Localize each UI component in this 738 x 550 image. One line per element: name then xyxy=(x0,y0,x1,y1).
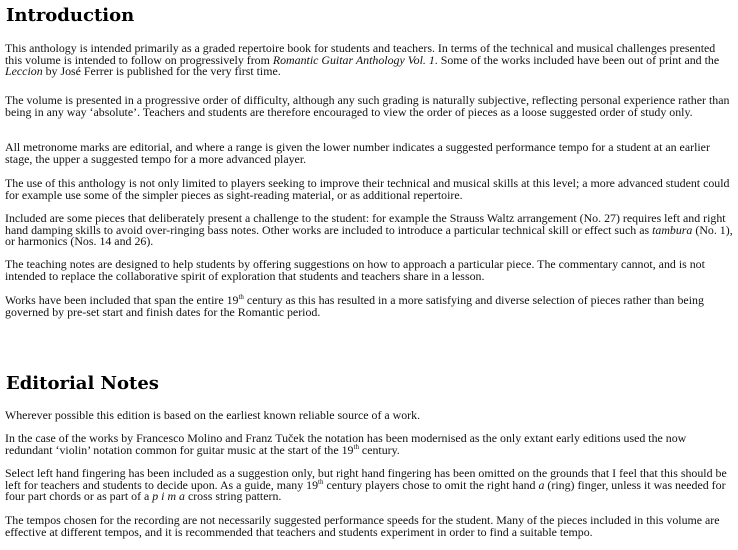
editorial-paragraph-2: In the case of the works by Francesco Molino and Franz Tuček the notation has been modernised as the only extant early editions used the now redundant ‘violin’ notation common for guitar music at the start of the 19th century. xyxy=(5,431,687,457)
editorial-paragraph-1: Wherever possible this edition is based on the earliest known reliable source of a work. xyxy=(5,408,421,422)
introduction-heading: Introduction xyxy=(6,5,135,26)
editorial-paragraph-3: Select left hand fingering has been included as a suggestion only, but right hand fingering has been omitted on the grounds that I feel that this should be left for teachers and students to decide upon. As a guide, many 19th century players chose to omit the right hand a (ring) finger, unless it was needed for four part chords or as part of a p i m a cross string pattern. xyxy=(5,466,727,504)
intro-paragraph-5: Included are some pieces that deliberately present a challenge to the student: for example the Strauss Waltz arrangement (No. 27) requires left and right hand damping skills to avoid over-ringing bass notes. Other works are included to introduce a particular technical skill or effect such as tambura (No. 1), or harmonics (Nos. 14 and 26). xyxy=(5,211,733,249)
editorial-notes-heading: Editorial Notes xyxy=(6,373,159,394)
intro-paragraph-3: All metronome marks are editorial, and where a range is given the lower number indicates a suggested performance tempo for a student at an earlier stage, the upper a suggested tempo for a more advanced player. xyxy=(5,140,710,166)
editorial-paragraph-4: The tempos chosen for the recording are not necessarily suggested performance speeds for the student. Many of the pieces included in this volume are effective at different tempos, and it is recommended that teachers and students experiment in order to find a suitable tempo. xyxy=(5,513,720,539)
intro-paragraph-6: The teaching notes are designed to help students by offering suggestions on how to approach a particular piece. The commentary cannot, and is not intended to replace the collaborative spirit of exploration that students and teachers share in a lesson. xyxy=(5,257,705,283)
intro-paragraph-4: The use of this anthology is not only limited to players seeking to improve their technical and musical skills at this level; a more advanced student could for example use some of the simpler pieces as sight-reading material, or as additional repertoire. xyxy=(5,176,730,202)
intro-paragraph-1: This anthology is intended primarily as a graded repertoire book for students and teachers. In terms of the technical and musical challenges presented this volume is intended to follow on progressively from Romantic Guitar Anthology Vol. 1. Some of the works included have been out of print and the Leccion by José Ferrer is published for the very first time. xyxy=(5,41,720,79)
intro-paragraph-2: The volume is presented in a progressive order of difficulty, although any such grading is naturally subjective, reflecting personal experience rather than being in any way ‘absolute’. Teachers and students are therefore encouraged to view the order of pieces as a loose suggested order of study only. xyxy=(5,93,730,119)
intro-paragraph-7: Works have been included that span the entire 19th century as this has resulted in a more satisfying and diverse selection of pieces rather than being governed by pre-set start and finish dates for the Romantic period. xyxy=(5,293,704,319)
